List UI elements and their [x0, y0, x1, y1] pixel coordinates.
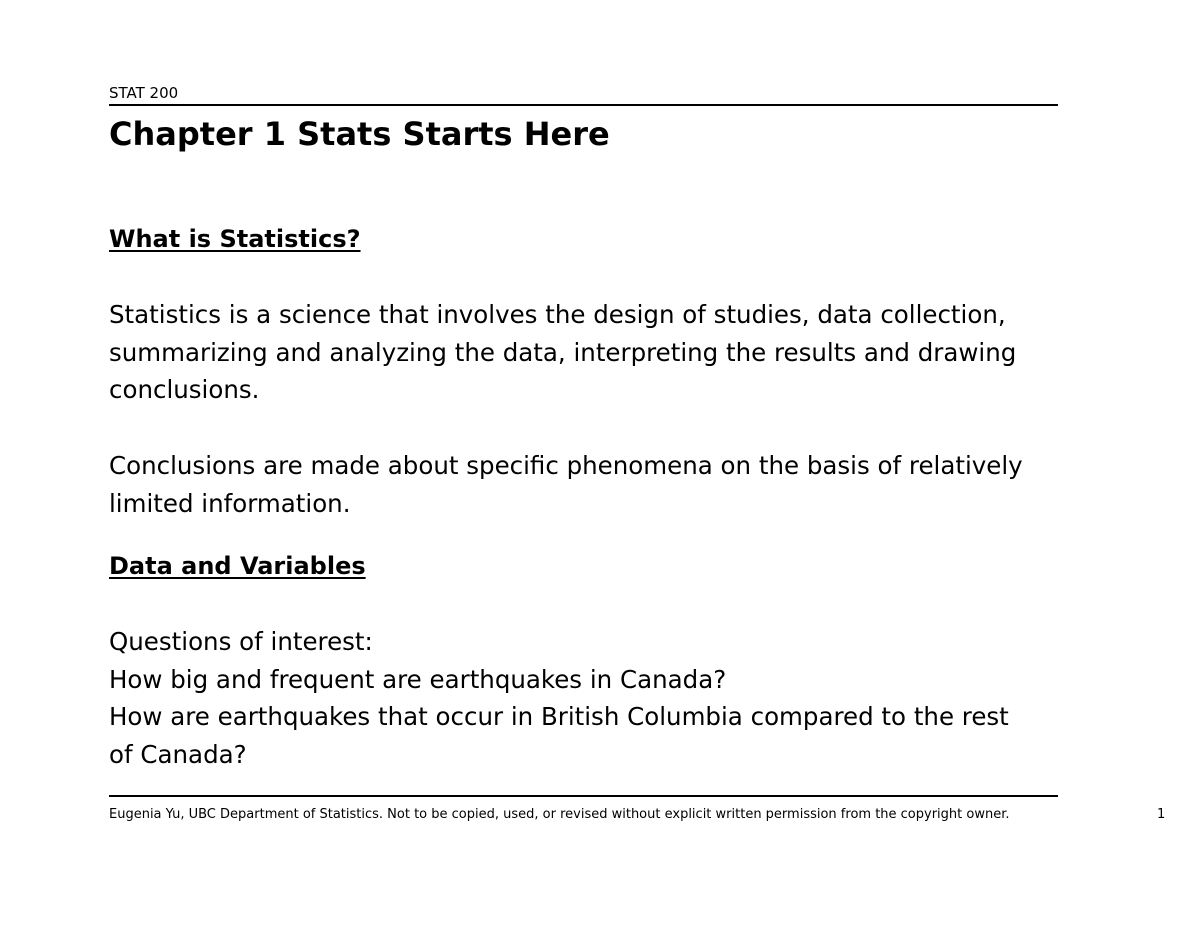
text-line: conclusions.	[109, 375, 260, 404]
text-line: How are earthquakes that occur in British Columbia compared to the rest	[109, 702, 1009, 731]
header-divider	[109, 104, 1058, 106]
paragraph-conclusions	[109, 447, 1064, 522]
page-number: 1	[1157, 807, 1166, 822]
footer-divider	[109, 795, 1058, 797]
footer-copyright: Eugenia Yu, UBC Department of Statistics. Not to be copied, used, or revised without explicit written permission from the copyright owner.	[109, 807, 1010, 822]
text-line: Statistics is a science that involves the design of studies, data collection,	[109, 300, 1006, 329]
course-code: STAT 200	[109, 84, 179, 102]
text-line: Conclusions are made about specific phenomena on the basis of relatively	[109, 451, 1023, 480]
paragraph-questions-of-interest	[109, 623, 1064, 773]
section-heading-data-and-variables: Data and Variables	[109, 552, 366, 580]
text-line: Questions of interest:	[109, 627, 373, 656]
text-line: summarizing and analyzing the data, interpreting the results and drawing	[109, 337, 1017, 367]
paragraph-statistics-definition	[109, 296, 1064, 409]
section-heading-what-is-statistics: What is Statistics?	[109, 225, 361, 253]
chapter-title: Chapter 1 Stats Starts Here	[109, 115, 610, 153]
text-line: of Canada?	[109, 739, 247, 769]
text-line: How big and frequent are earthquakes in Canada?	[109, 664, 727, 694]
text-line: limited information.	[109, 488, 351, 518]
